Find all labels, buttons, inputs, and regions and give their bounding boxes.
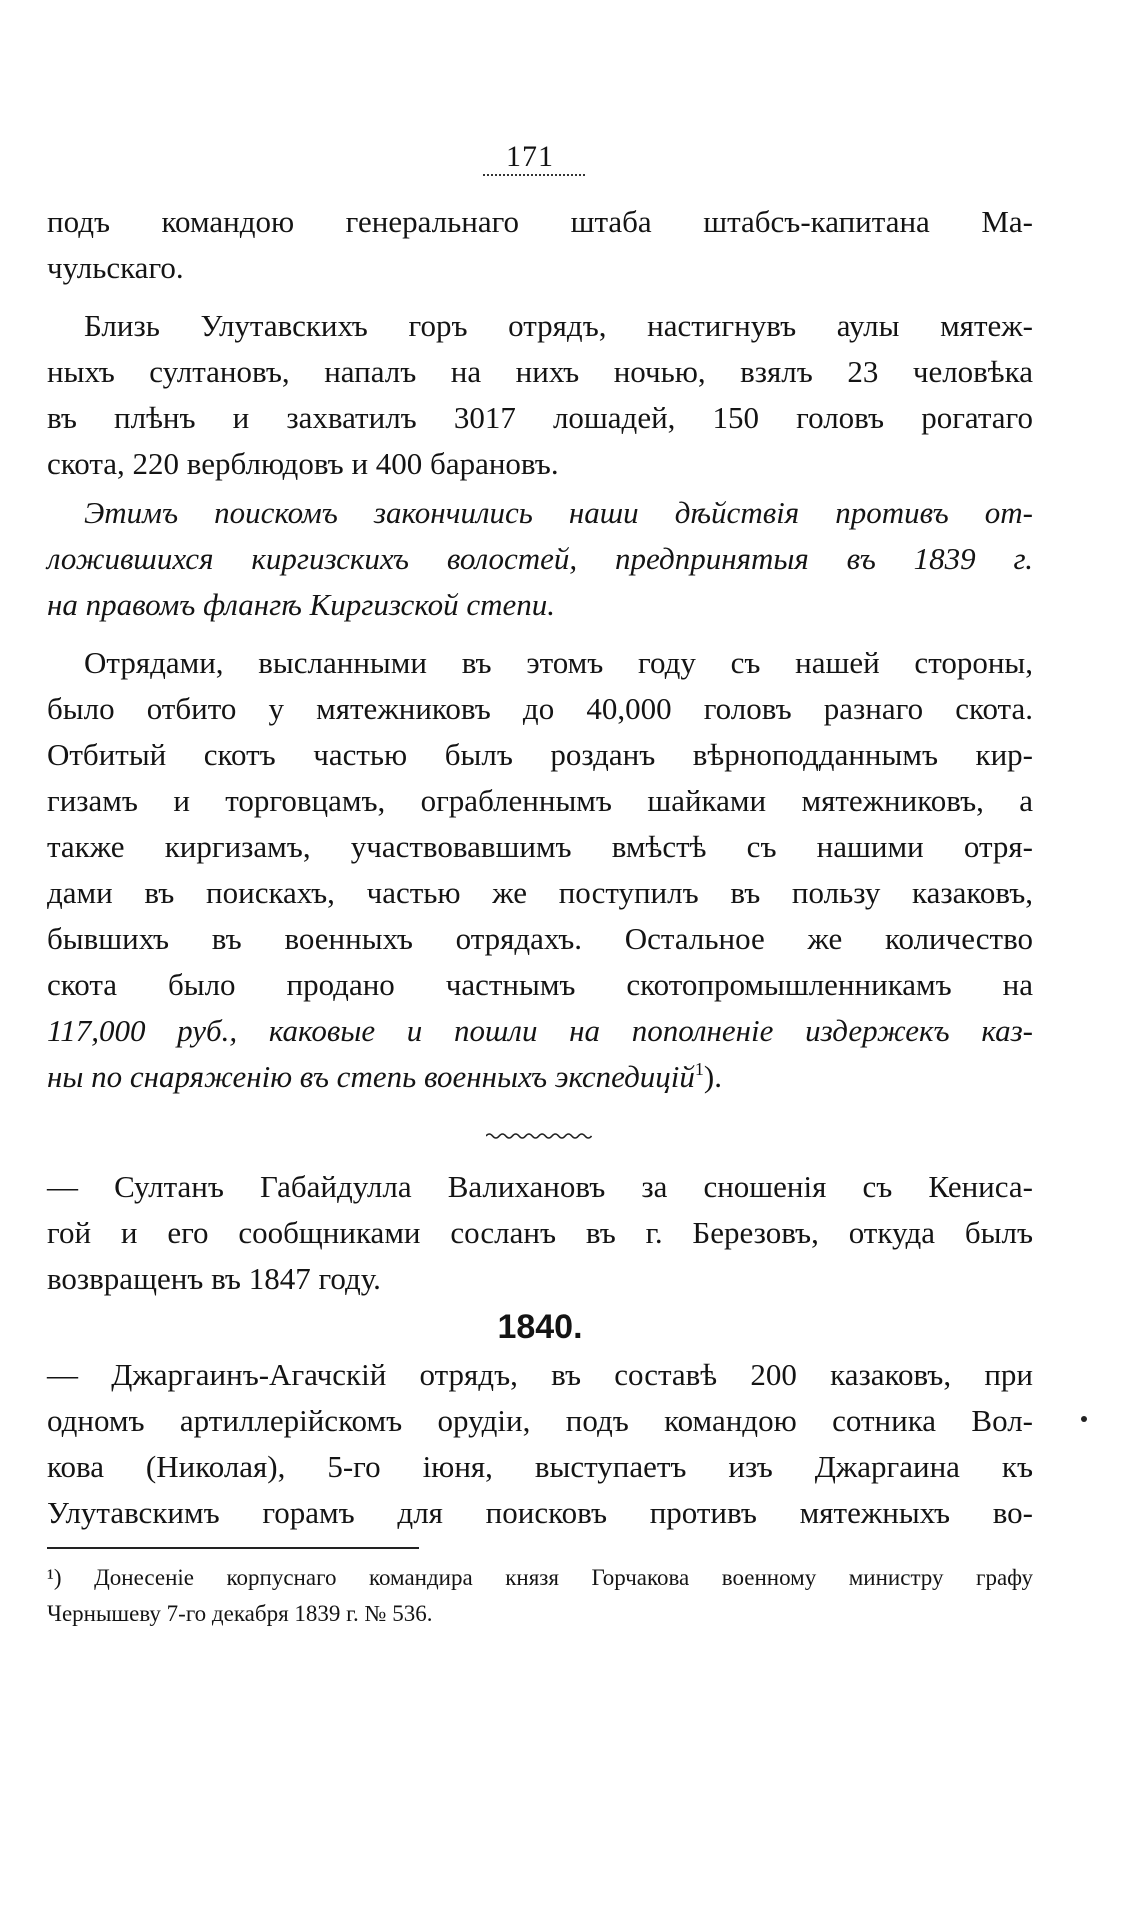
footnote-line	[47, 1561, 1033, 1595]
text-line: — Джаргаинъ-Агачскій отрядъ, въ составѣ 200 казаковъ, при	[47, 1357, 1033, 1392]
text-line-italic: ложившихся киргизскихъ волостей, предпринятыя въ 1839 г.	[47, 541, 1033, 576]
text-fragment: ).	[703, 1059, 722, 1094]
text-line-italic: Этимъ поискомъ закончились наши дѣйствія противъ от-	[84, 495, 1033, 530]
text-line: было отбито у мятежниковъ до 40,000 головъ разнаго скота.	[47, 691, 1033, 726]
wavy-divider-ornament	[486, 1131, 592, 1141]
text-line: скота, 220 верблюдовъ и 400 барановъ.	[47, 446, 559, 481]
footnote-reference[interactable]: 1	[694, 1059, 704, 1079]
text-line: Улутавскимъ горамъ для поисковъ противъ мятежныхъ во-	[47, 1495, 1033, 1530]
text-line: въ плѣнъ и захватилъ 3017 лошадей, 150 головъ рогатаго	[47, 400, 1033, 435]
text-italic: ны по снаряженію въ степь военныхъ экспедицій	[47, 1059, 695, 1094]
text-line: ныхъ султановъ, напалъ на нихъ ночью, взялъ 23 человѣка	[47, 354, 1033, 389]
text-line-italic: на правомъ флангѣ Киргизской степи.	[47, 587, 556, 622]
text-line: Близь Улутавскихъ горъ отрядъ, настигнувъ аулы мятеж-	[84, 308, 1033, 343]
text-line: кова (Николая), 5-го іюня, выступаетъ изъ Джаргаина къ	[47, 1449, 1033, 1484]
text-line: гой и его сообщниками сосланъ въ г. Березовъ, откуда былъ	[47, 1215, 1033, 1250]
footnote-line: Чернышеву 7-го декабря 1839 г. № 536.	[47, 1601, 433, 1626]
text-line: Отбитый скотъ частью былъ розданъ вѣрноподданнымъ кир-	[47, 737, 1033, 772]
text-line: подъ командою генеральнаго штаба штабсъ-капитана Ма-	[47, 204, 1033, 239]
text-line: бывшихъ въ военныхъ отрядахъ. Остальное же количество	[47, 921, 1033, 956]
margin-dot	[1081, 1416, 1087, 1422]
year-heading: 1840.	[497, 1308, 583, 1346]
text-line: гизамъ и торговцамъ, ограбленнымъ шайками мятежниковъ, а	[47, 783, 1033, 818]
text-line-italic: 117,000 руб., каковые и пошли на пополненіе издержекъ каз-	[47, 1013, 1033, 1048]
footnote-text: Донесеніе корпуснаго командира князя Горчакова военному министру графу	[94, 1565, 1033, 1590]
text-line: скота было продано частнымъ скотопромышленникамъ на	[47, 967, 1033, 1002]
text-line: чульскаго.	[47, 250, 184, 285]
page-number-dotted-rule	[483, 174, 585, 176]
text-line: Отрядами, высланными въ этомъ году съ нашей стороны,	[84, 645, 1033, 680]
text-line: — Султанъ Габайдулла Валихановъ за сношенія съ Кениса-	[47, 1169, 1033, 1204]
text-line: также киргизамъ, участвовавшимъ вмѣстѣ съ нашими отря-	[47, 829, 1033, 864]
text-line: дами въ поискахъ, частью же поступилъ въ пользу казаковъ,	[47, 875, 1033, 910]
footnote-rule	[47, 1547, 419, 1549]
text-line: возвращенъ въ 1847 году.	[47, 1261, 381, 1296]
text-line	[47, 1057, 1033, 1097]
footnote-marker: ¹)	[47, 1565, 62, 1590]
page-number: 171	[506, 140, 554, 173]
text-line: одномъ артиллерійскомъ орудіи, подъ командою сотника Вол-	[47, 1403, 1033, 1438]
